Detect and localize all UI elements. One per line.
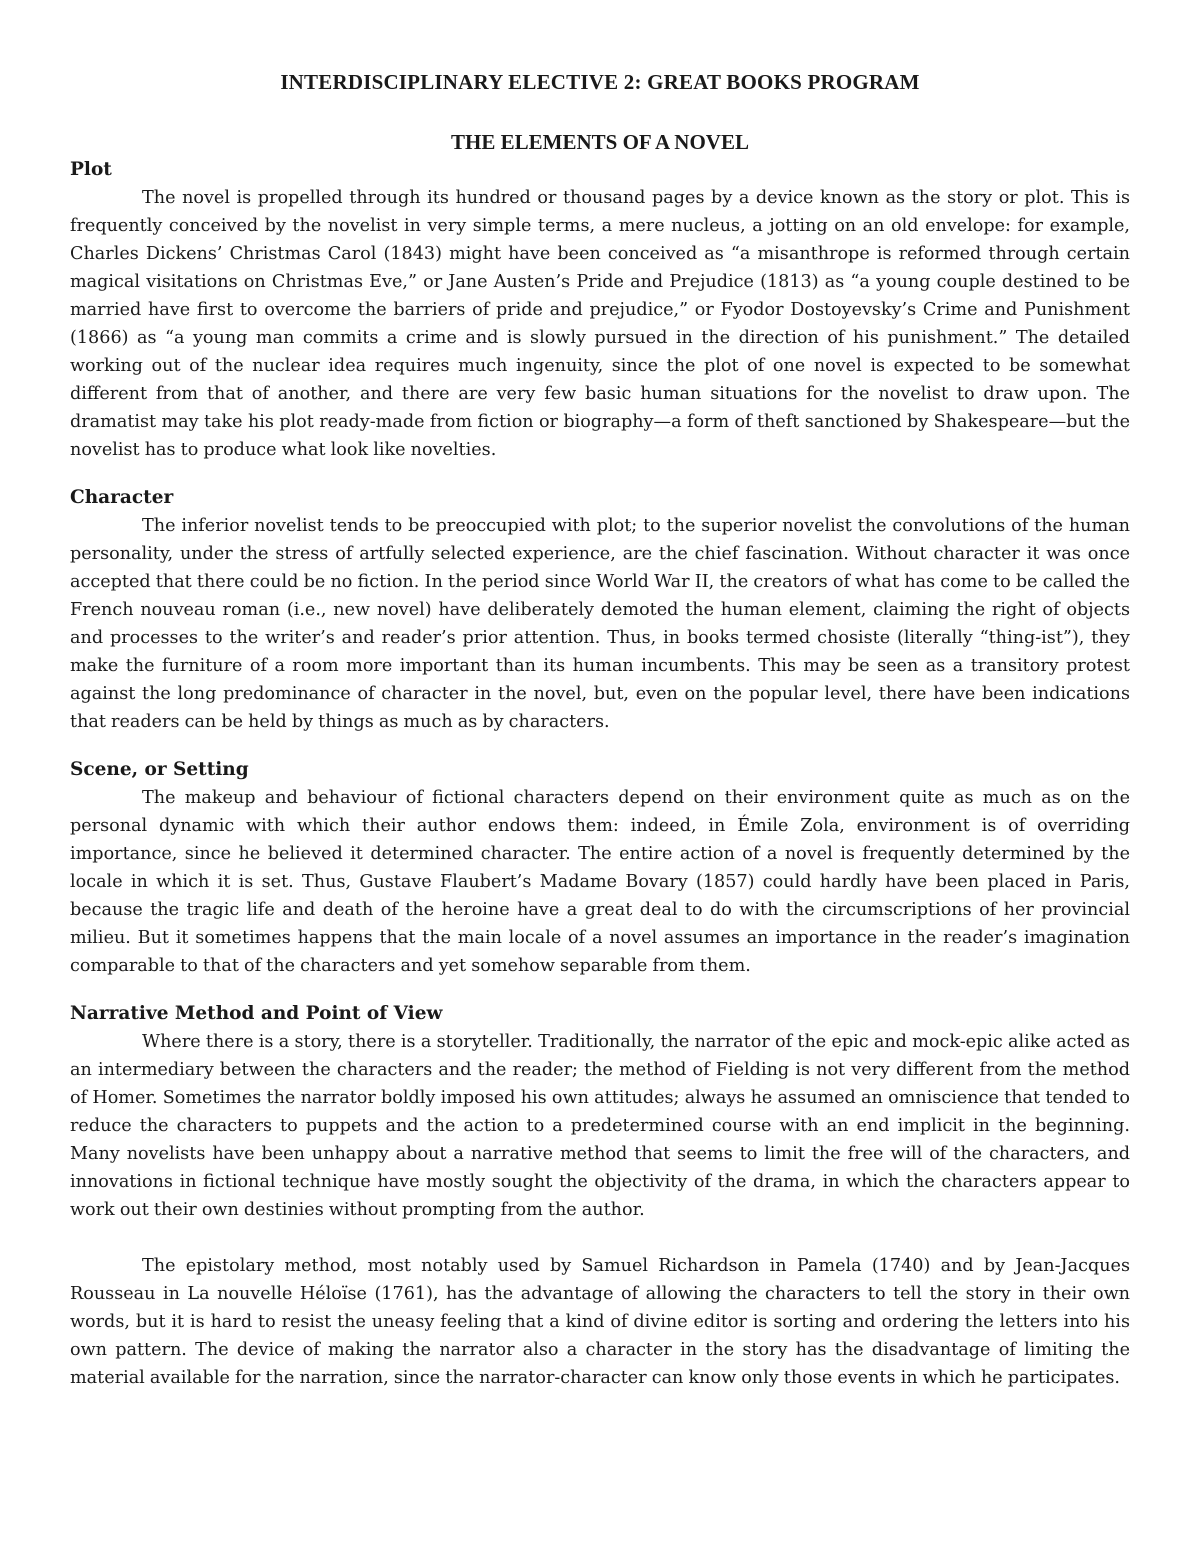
section-scene-or-setting [70, 756, 1130, 980]
section-narrative-method [70, 1000, 1130, 1392]
section-paragraph: Where there is a story, there is a storyteller. Traditionally, the narrator of the epic and mock-epic alike acted as an intermediary between the characters and the reader; the method of Fielding is not very different from the method of Homer. Sometimes the narrator boldly imposed his own attitudes; always he assumed an omniscience that tended to reduce the characters to puppets and the action to a predetermined course with an end implicit in the beginning. Many novelists have been unhappy about a narrative method that seems to limit the free will of the characters, and innovations in fictional technique have mostly sought the objectivity of the drama, in which the characters appear to work out their own destinies without prompting from the author. [70, 1032, 1130, 1220]
section-character [70, 484, 1130, 736]
section-paragraph: The novel is propelled through its hundred or thousand pages by a device known as the story or plot. This is frequently conceived by the novelist in very simple terms, a mere nucleus, a jotting on an old envelope: for example, Charles Dickens’ Christmas Carol (1843) might have been conceived as “a misanthrope is reformed through certain magical visitations on Christmas Eve,” or Jane Austen’s Pride and Prejudice (1813) as “a young couple destined to be married have first to overcome the barriers of pride and prejudice,” or Fyodor Dostoyevsky’s Crime and Punishment (1866) as “a young man commits a crime and is slowly pursued in the direction of his punishment.” The detailed working out of the nuclear idea requires much ingenuity, since the plot of one novel is expected to be somewhat different from that of another, and there are very few basic human situations for the novelist to draw upon. The dramatist may take his plot ready-made from fiction or biography—a form of theft sanctioned by Shakespeare—but the novelist has to produce what look like novelties. [70, 188, 1130, 460]
document-title: THE ELEMENTS OF A NOVEL [451, 130, 749, 154]
section-heading: Scene, or Setting [70, 759, 249, 780]
section-heading: Narrative Method and Point of View [70, 1003, 443, 1024]
section-plot [70, 156, 1130, 464]
section-paragraph: The makeup and behaviour of fictional characters depend on their environment quite as much as on the personal dynamic with which their author endows them: indeed, in Émile Zola, environment is of overriding importance, since he believed it determined character. The entire action of a novel is frequently determined by the locale in which it is set. Thus, Gustave Flaubert’s Madame Bovary (1857) could hardly have been placed in Paris, because the tragic life and death of the heroine have a great deal to do with the circumscriptions of her provincial milieu. But it sometimes happens that the main locale of a novel assumes an importance in the reader’s imagination comparable to that of the characters and yet somehow separable from them. [70, 788, 1130, 976]
section-heading: Character [70, 487, 174, 508]
document-page [70, 66, 1130, 1412]
section-paragraph: The epistolary method, most notably used by Samuel Richardson in Pamela (1740) and by Jean-Jacques Rousseau in La nouvelle Héloïse (1761), has the advantage of allowing the characters to tell the story in their own words, but it is hard to resist the uneasy feeling that a kind of divine editor is sorting and ordering the letters into his own pattern. The device of making the narrator also a character in the story has the disadvantage of limiting the material available for the narration, since the narrator-character can know only those events in which he participates. [70, 1256, 1130, 1388]
course-title: INTERDISCIPLINARY ELECTIVE 2: GREAT BOOKS PROGRAM [280, 70, 920, 94]
section-heading: Plot [70, 159, 112, 180]
section-paragraph: The inferior novelist tends to be preoccupied with plot; to the superior novelist the convolutions of the human personality, under the stress of artfully selected experience, are the chief fascination. Without character it was once accepted that there could be no fiction. In the period since World War II, the creators of what has come to be called the French nouveau roman (i.e., new novel) have deliberately demoted the human element, claiming the right of objects and processes to the writer’s and reader’s prior attention. Thus, in books termed chosiste (literally “thing-ist”), they make the furniture of a room more important than its human incumbents. This may be seen as a transitory protest against the long predominance of character in the novel, but, even on the popular level, there have been indications that readers can be held by things as much as by characters. [70, 516, 1130, 732]
